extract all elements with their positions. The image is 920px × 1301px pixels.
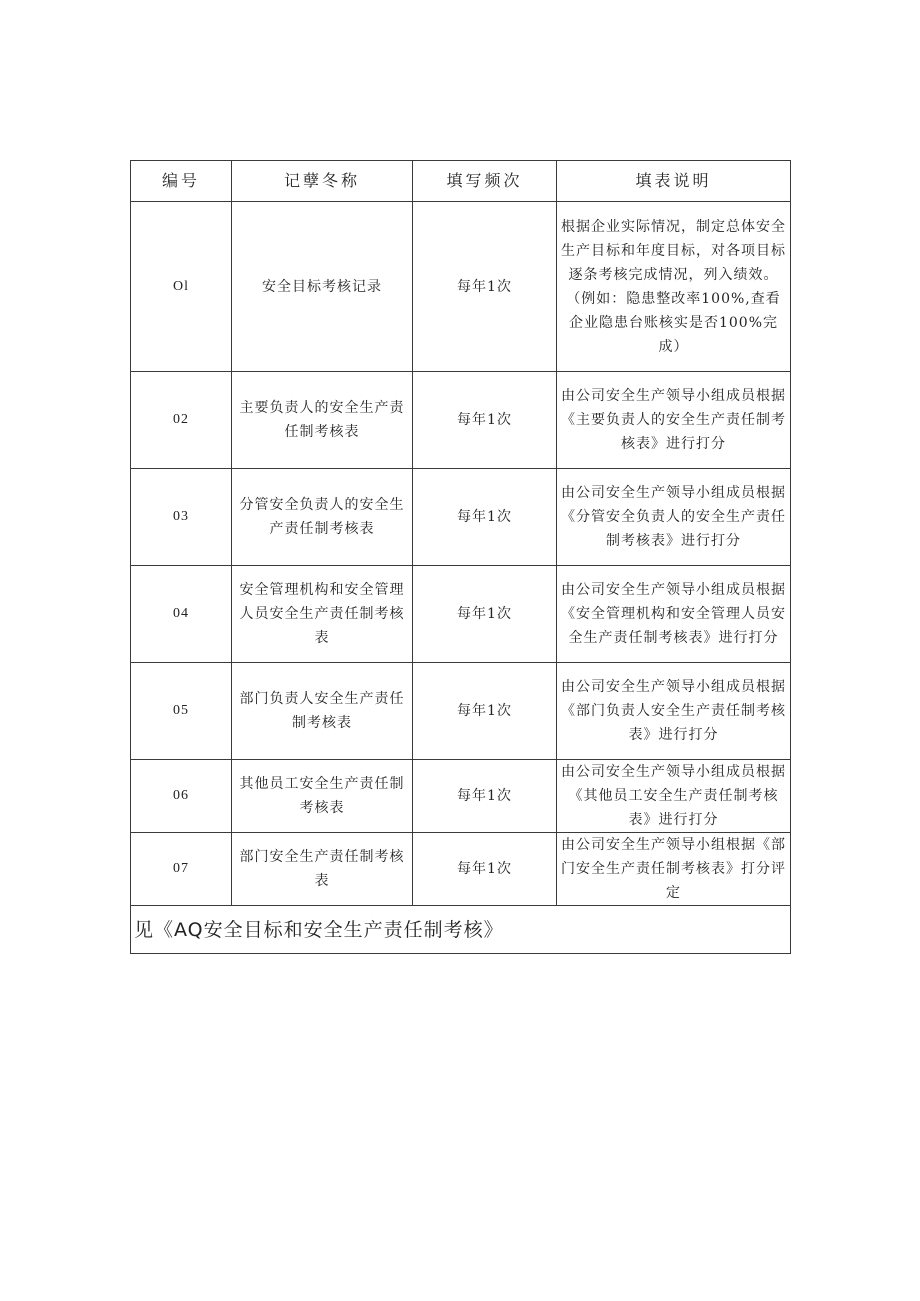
header-number: 编号 bbox=[131, 161, 232, 202]
fill-instructions: 由公司安全生产领导小组根据《部门安全生产责任制考核表》打分评定 bbox=[557, 833, 791, 906]
fill-instructions: 由公司安全生产领导小组成员根据《主要负责人的安全生产责任制考核表》进行打分 bbox=[557, 372, 791, 469]
record-name: 安全管理机构和安全管理人员安全生产责任制考核表 bbox=[232, 566, 413, 663]
row-number: 07 bbox=[131, 833, 232, 906]
row-number: 06 bbox=[131, 760, 232, 833]
fill-instructions: 由公司安全生产领导小组成员根据《其他员工安全生产责任制考核表》进行打分 bbox=[557, 760, 791, 833]
header-instructions: 填表说明 bbox=[557, 161, 791, 202]
row-number: 02 bbox=[131, 372, 232, 469]
fill-frequency: 每年1次 bbox=[413, 372, 557, 469]
header-row bbox=[131, 161, 791, 202]
fill-instructions: 根据企业实际情况，制定总体安全生产目标和年度目标，对各项目标逐条考核完成情况，列入绩效。（例如：隐患整改率100%,查看企业隐患台账核实是否100%完成） bbox=[557, 202, 791, 372]
table-row bbox=[131, 833, 791, 906]
record-name: 分管安全负责人的安全生产责任制考核表 bbox=[232, 469, 413, 566]
table-row bbox=[131, 372, 791, 469]
row-number: Ol bbox=[131, 202, 232, 372]
row-number: 05 bbox=[131, 663, 232, 760]
table-row bbox=[131, 566, 791, 663]
fill-frequency: 每年1次 bbox=[413, 566, 557, 663]
record-name: 其他员工安全生产责任制考核表 bbox=[232, 760, 413, 833]
header-frequency: 填写频次 bbox=[413, 161, 557, 202]
fill-frequency: 每年1次 bbox=[413, 202, 557, 372]
header-record-name: 记孽冬称 bbox=[232, 161, 413, 202]
row-number: 03 bbox=[131, 469, 232, 566]
fill-frequency: 每年1次 bbox=[413, 469, 557, 566]
fill-instructions: 由公司安全生产领导小组成员根据《部门负责人安全生产责任制考核表》进行打分 bbox=[557, 663, 791, 760]
fill-frequency: 每年1次 bbox=[413, 833, 557, 906]
table-row bbox=[131, 202, 791, 372]
table-row bbox=[131, 469, 791, 566]
fill-frequency: 每年1次 bbox=[413, 760, 557, 833]
fill-instructions: 由公司安全生产领导小组成员根据《分管安全负责人的安全生产责任制考核表》进行打分 bbox=[557, 469, 791, 566]
fill-instructions: 由公司安全生产领导小组成员根据《安全管理机构和安全管理人员安全生产责任制考核表》进行打分 bbox=[557, 566, 791, 663]
fill-frequency: 每年1次 bbox=[413, 663, 557, 760]
table-row bbox=[131, 760, 791, 833]
record-name: 主要负责人的安全生产责任制考核表 bbox=[232, 372, 413, 469]
assessment-records-table bbox=[130, 160, 791, 954]
footer-reference: 见《AQ安全目标和安全生产责任制考核》 bbox=[131, 906, 791, 954]
record-name: 安全目标考核记录 bbox=[232, 202, 413, 372]
table-row bbox=[131, 663, 791, 760]
row-number: 04 bbox=[131, 566, 232, 663]
record-name: 部门安全生产责任制考核表 bbox=[232, 833, 413, 906]
footer-row bbox=[131, 906, 791, 954]
record-name: 部门负责人安全生产责任制考核表 bbox=[232, 663, 413, 760]
